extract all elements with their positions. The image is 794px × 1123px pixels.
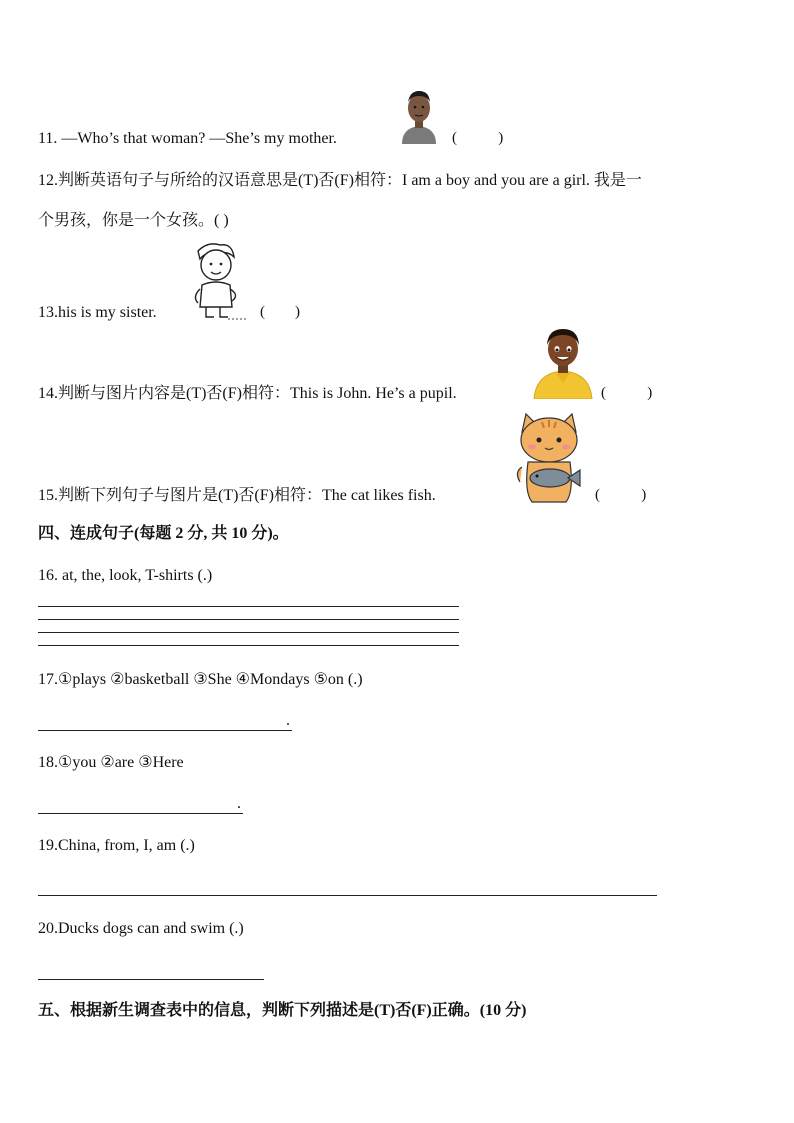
cartoon-boy-icon (188, 241, 246, 321)
question-14: 14.判断与图片内容是(T)否(F)相符：This is John. He’s a pupil. (38, 385, 457, 402)
question-13: 13.his is my sister. (38, 304, 157, 321)
answer-paren-11[interactable]: ( ) (452, 130, 504, 146)
question-18: 18.①you ②are ③Here (38, 754, 184, 771)
period-18: . (237, 795, 241, 812)
answer-line-20[interactable] (38, 979, 264, 980)
boy-yellow-shirt-icon (532, 325, 594, 399)
answer-line-16b[interactable] (38, 619, 459, 620)
question-16: 16. at, the, look, T-shirts (.) (38, 567, 213, 584)
question-20: 20.Ducks dogs can and swim (.) (38, 920, 244, 937)
answer-line-19[interactable] (38, 895, 657, 896)
answer-line-16c[interactable] (38, 632, 459, 633)
man-portrait-icon (400, 88, 438, 144)
section-5-title: 五、根据新生调查表中的信息，判断下列描述是(T)否(F)正确。(10 分) (38, 1002, 527, 1019)
answer-paren-13[interactable]: ( ) (260, 304, 300, 320)
period-17: . (286, 712, 290, 729)
question-19: 19.China, from, I, am (.) (38, 837, 195, 854)
question-17: 17.①plays ②basketball ③She ④Mondays ⑤on (.) (38, 671, 363, 688)
cat-with-fish-icon (512, 412, 586, 504)
section-4-title: 四、连成句子(每题 2 分, 共 10 分)。 (38, 525, 289, 542)
question-12-line2: 个男孩，你是一个女孩。( ) (38, 212, 229, 229)
question-15: 15.判断下列句子与图片是(T)否(F)相符：The cat likes fish. (38, 487, 436, 504)
question-11: 11. —Who’s that woman? —She’s my mother. (38, 130, 337, 147)
answer-paren-15[interactable]: ( ) (595, 487, 647, 503)
answer-paren-14[interactable]: ( ) (601, 385, 653, 401)
answer-blank-17[interactable] (38, 712, 292, 731)
answer-line-16a[interactable] (38, 606, 459, 607)
answer-line-16d[interactable] (38, 645, 459, 646)
question-12-line1: 12.判断英语句子与所给的汉语意思是(T)否(F)相符：I am a boy and you are a girl. 我是一 (38, 172, 642, 189)
answer-blank-18[interactable] (38, 795, 243, 814)
